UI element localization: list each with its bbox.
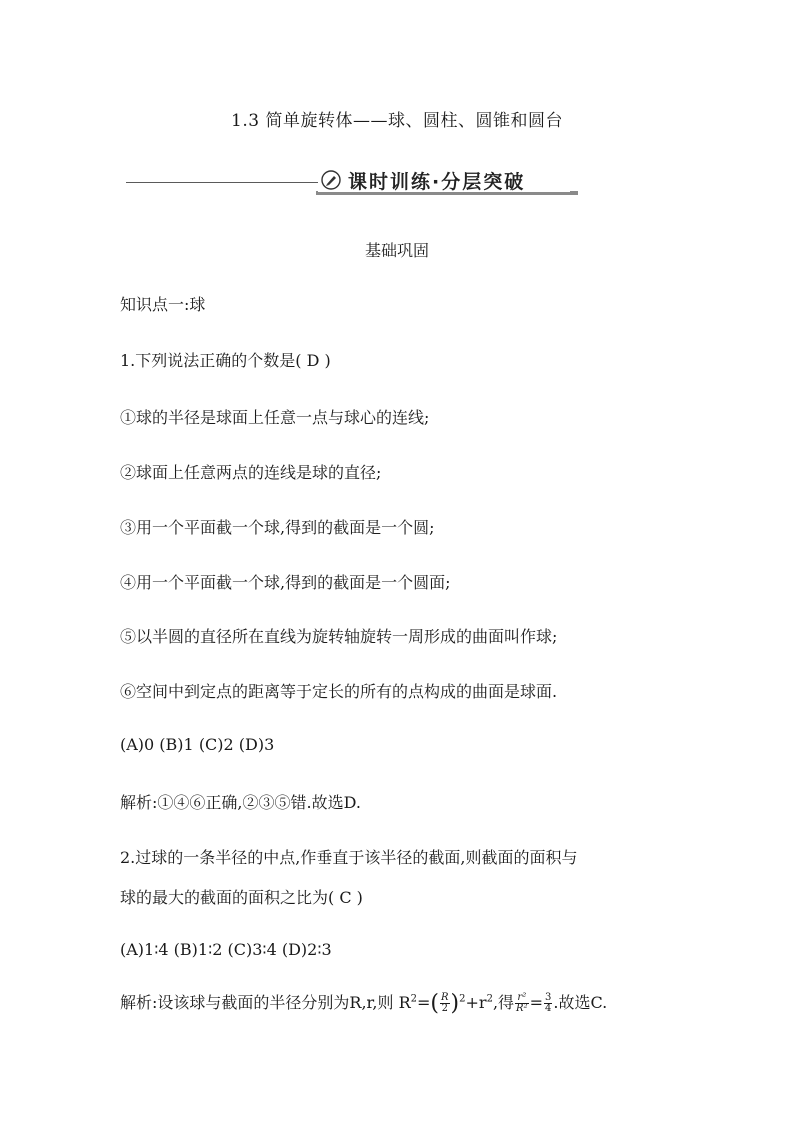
question-1-stem: 1.下列说法正确的个数是( D ) [120,351,331,370]
question-2-options: (A)1∶4 (B)1∶2 (C)3∶4 (D)2∶3 [120,940,332,959]
question-1-item: ①球的半径是球面上任意一点与球心的连线; [120,408,430,427]
analysis-mid: ,得 [492,993,515,1012]
right-paren: ) [450,991,460,1016]
exponent: 2 [459,993,466,1005]
exponent: 2 [410,993,418,1005]
question-1-item: ⑤以半圆的直径所在直线为旋转轴旋转一周形成的曲面叫作球; [120,627,558,646]
question-1-analysis: 解析:①④⑥正确,②③⑤错.故选D. [120,793,361,812]
fraction-numerator: R [441,992,449,1003]
question-1-item: ②球面上任意两点的连线是球的直径; [120,463,382,482]
equals-sign: = [417,993,431,1012]
exponent: 2 [486,993,493,1005]
fraction-r-over-2 [440,993,450,1014]
pen-icon [321,170,341,190]
question-1-item: ③用一个平面截一个球,得到的截面是一个圆; [120,518,435,537]
banner-label: 课时训练·分层突破 [348,171,526,193]
plus-r: +r [465,993,487,1012]
question-1-item: ⑥空间中到定点的距离等于定长的所有的点构成的曲面是球面. [120,682,558,701]
question-1-item: ④用一个平面截一个球,得到的截面是一个圆面; [120,573,451,592]
analysis-suffix: .故选C. [553,993,608,1012]
left-paren: ( [430,991,440,1016]
question-2-stem-line-1: 2.过球的一条半径的中点,作垂直于该半径的截面,则截面的面积与 [120,848,578,867]
question-1-options: (A)0 (B)1 (C)2 (D)3 [120,735,275,754]
section-heading: 基础巩固 [364,241,429,260]
fraction-denominator: 2 [441,1003,448,1014]
fraction-numerator: 3 [545,992,552,1003]
section-banner [126,166,570,198]
question-2-stem-line-2: 球的最大的截面的面积之比为( C ) [120,888,363,907]
document-title: 1.3 简单旋转体——球、圆柱、圆锥和圆台 [231,111,563,131]
question-2-analysis [120,990,607,1016]
fraction-r2-over-R2 [515,993,529,1014]
knowledge-point-label: 知识点一:球 [120,295,206,314]
fraction-numerator: r² [515,993,529,1004]
fraction-denominator: 4 [545,1003,552,1014]
equals-sign: = [529,993,543,1012]
fraction-denominator: R² [516,1003,528,1014]
analysis-prefix: 解析:设该球与截面的半径分别为R,r,则 R [120,993,411,1012]
fraction-3-over-4 [544,993,552,1014]
